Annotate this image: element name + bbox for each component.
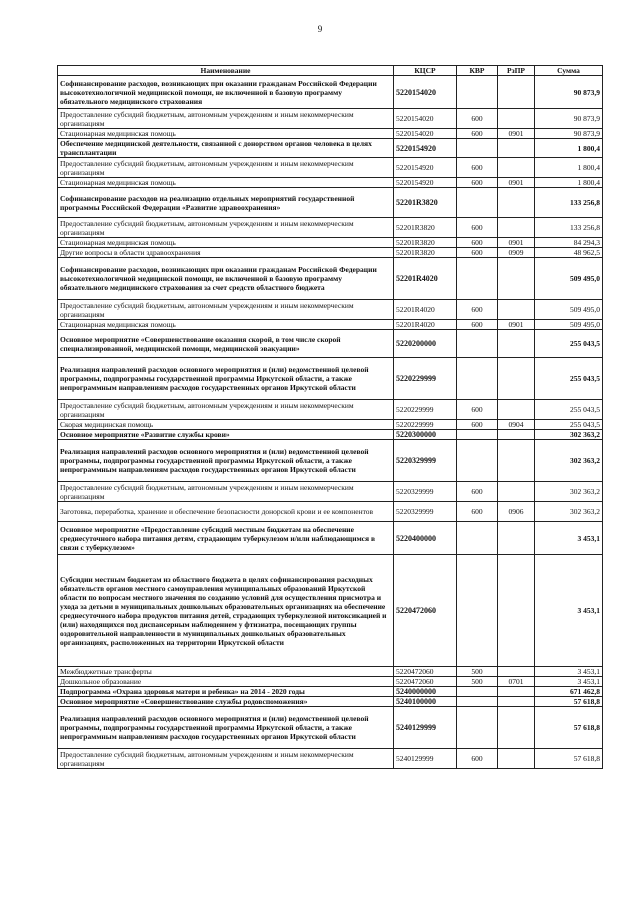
cell-name: Предоставление субсидий бюджетным, автономным учреждениям и иным некоммерческим организациям — [58, 109, 394, 129]
table-row — [58, 358, 603, 400]
table-body — [58, 76, 603, 769]
table-row — [58, 522, 603, 555]
cell-sum: 90 873,9 — [535, 76, 603, 109]
cell-name: Подпрограмма «Охрана здоровья матери и ребенка» на 2014 - 2020 годы — [58, 687, 394, 697]
cell-kcsr: 5220400000 — [394, 522, 457, 555]
cell-rzpr — [498, 430, 535, 440]
cell-sum: 3 453,1 — [535, 667, 603, 677]
cell-rzpr — [498, 330, 535, 358]
cell-kvr: 600 — [457, 248, 498, 258]
cell-kvr — [457, 139, 498, 158]
table-row — [58, 502, 603, 522]
cell-name: Межбюджетные трансферты — [58, 667, 394, 677]
cell-kvr — [457, 697, 498, 707]
cell-rzpr: 0904 — [498, 420, 535, 430]
cell-rzpr — [498, 440, 535, 482]
table-row — [58, 76, 603, 109]
cell-kvr: 600 — [457, 749, 498, 769]
cell-kvr: 600 — [457, 482, 498, 502]
cell-rzpr: 0901 — [498, 238, 535, 248]
cell-name: Основное мероприятие «Развитие службы крови» — [58, 430, 394, 440]
table-row — [58, 129, 603, 139]
cell-name: Предоставление субсидий бюджетным, автономным учреждениям и иным некоммерческим организациям — [58, 749, 394, 769]
cell-rzpr — [498, 139, 535, 158]
cell-kvr — [457, 522, 498, 555]
cell-rzpr — [498, 482, 535, 502]
cell-name: Предоставление субсидий бюджетным, автономным учреждениям и иным некоммерческим организациям — [58, 218, 394, 238]
cell-kvr: 600 — [457, 238, 498, 248]
header-kvr: КВР — [457, 66, 498, 76]
header-name: Наименование — [58, 66, 394, 76]
cell-sum: 509 495,0 — [535, 258, 603, 300]
cell-sum: 3 453,1 — [535, 522, 603, 555]
table-row — [58, 430, 603, 440]
cell-sum: 90 873,9 — [535, 109, 603, 129]
cell-kvr: 500 — [457, 677, 498, 687]
cell-sum: 48 962,5 — [535, 248, 603, 258]
cell-name: Дошкольное образование — [58, 677, 394, 687]
table-row — [58, 320, 603, 330]
cell-name: Субсидии местным бюджетам из областного бюджета в целях софинансирования расходных обязательств органов местного самоуправления муниципальных образований Иркутской области по вопросам местного значения по созданию условий для осуществления присмотра и ухода за детьми в муниципальных дошкольных образовательных организациях на обеспечение среднесуточного набора продуктов питания детей, страдающих туберкулезной интоксикацией и (или) находящихся под диспансерным наблюдением у фтизиатра, посещающих группы оздоровительной направленности в муниципальных дошкольных образовательных организациях, расположенных на территории Иркутской области — [58, 555, 394, 667]
table-row — [58, 238, 603, 248]
cell-rzpr — [498, 400, 535, 420]
cell-kcsr: 5220472060 — [394, 677, 457, 687]
cell-kcsr: 5220154920 — [394, 158, 457, 178]
cell-sum: 302 363,2 — [535, 502, 603, 522]
cell-kcsr: 5220300000 — [394, 430, 457, 440]
cell-rzpr — [498, 522, 535, 555]
cell-sum: 3 453,1 — [535, 555, 603, 667]
cell-name: Реализация направлений расходов основного мероприятия и (или) ведомственной целевой программы, подпрограммы государственной программы Иркутской области, а также непрограммным направлениям расходов государственных органов Иркутской области — [58, 707, 394, 749]
cell-rzpr — [498, 76, 535, 109]
cell-kcsr: 5220229999 — [394, 420, 457, 430]
cell-name: Обеспечение медицинской деятельности, связанной с донорством органов человека в целях трансплантации — [58, 139, 394, 158]
cell-kvr: 600 — [457, 178, 498, 188]
cell-rzpr — [498, 707, 535, 749]
cell-sum: 84 294,3 — [535, 238, 603, 248]
cell-kvr — [457, 258, 498, 300]
cell-name: Реализация направлений расходов основного мероприятия и (или) ведомственной целевой программы, подпрограммы государственной программы Иркутской области, а также непрограммным направлениям расходов государственных органов Иркутской области — [58, 440, 394, 482]
cell-sum: 509 495,0 — [535, 320, 603, 330]
cell-name: Стационарная медицинская помощь — [58, 238, 394, 248]
header-sum: Сумма — [535, 66, 603, 76]
cell-rzpr: 0901 — [498, 129, 535, 139]
cell-kvr — [457, 430, 498, 440]
cell-name: Стационарная медицинская помощь — [58, 320, 394, 330]
cell-rzpr: 0901 — [498, 178, 535, 188]
cell-sum: 3 453,1 — [535, 677, 603, 687]
cell-kcsr: 5220200000 — [394, 330, 457, 358]
cell-rzpr — [498, 300, 535, 320]
cell-kcsr: 52201R4020 — [394, 300, 457, 320]
cell-name: Предоставление субсидий бюджетным, автономным учреждениям и иным некоммерческим организациям — [58, 400, 394, 420]
cell-name: Предоставление субсидий бюджетным, автономным учреждениям и иным некоммерческим организациям — [58, 482, 394, 502]
cell-kcsr: 5220329999 — [394, 482, 457, 502]
table-row — [58, 248, 603, 258]
cell-kcsr: 5240100000 — [394, 697, 457, 707]
table-row — [58, 300, 603, 320]
header-row — [58, 66, 603, 76]
cell-name: Заготовка, переработка, хранение и обеспечение безопасности донорской крови и ее компонентов — [58, 502, 394, 522]
cell-kvr — [457, 440, 498, 482]
cell-rzpr — [498, 109, 535, 129]
cell-name: Реализация направлений расходов основного мероприятия и (или) ведомственной целевой программы, подпрограммы государственной программы Иркутской области, а также непрограммным направлениям расходов государственных органов Иркутской области — [58, 358, 394, 400]
cell-kvr — [457, 707, 498, 749]
cell-rzpr — [498, 188, 535, 218]
cell-sum: 57 618,8 — [535, 707, 603, 749]
cell-kcsr: 5220154920 — [394, 178, 457, 188]
cell-rzpr: 0901 — [498, 320, 535, 330]
cell-rzpr — [498, 667, 535, 677]
table-row — [58, 482, 603, 502]
cell-name: Основное мероприятие «Совершенствование службы родовспоможения» — [58, 697, 394, 707]
cell-sum: 1 800,4 — [535, 178, 603, 188]
cell-kcsr: 52201R3820 — [394, 218, 457, 238]
cell-kcsr: 52201R4020 — [394, 258, 457, 300]
cell-name: Стационарная медицинская помощь — [58, 178, 394, 188]
cell-sum: 302 363,2 — [535, 482, 603, 502]
cell-kvr — [457, 330, 498, 358]
header-kcsr: КЦСР — [394, 66, 457, 76]
cell-sum: 302 363,2 — [535, 430, 603, 440]
cell-kcsr: 52201R4020 — [394, 320, 457, 330]
cell-kcsr: 5220154020 — [394, 76, 457, 109]
cell-kcsr: 5220329999 — [394, 502, 457, 522]
table-row — [58, 697, 603, 707]
table-row — [58, 158, 603, 178]
table-row — [58, 188, 603, 218]
table-row — [58, 218, 603, 238]
cell-rzpr — [498, 158, 535, 178]
cell-kvr: 500 — [457, 667, 498, 677]
cell-sum: 1 800,4 — [535, 139, 603, 158]
cell-kvr: 600 — [457, 158, 498, 178]
budget-table — [57, 65, 603, 769]
cell-kcsr: 5220472060 — [394, 667, 457, 677]
cell-kcsr: 52201R3820 — [394, 238, 457, 248]
cell-name: Другие вопросы в области здравоохранения — [58, 248, 394, 258]
cell-rzpr — [498, 258, 535, 300]
table-row — [58, 687, 603, 697]
cell-kcsr: 5220329999 — [394, 440, 457, 482]
cell-kcsr: 5220154920 — [394, 139, 457, 158]
cell-name: Предоставление субсидий бюджетным, автономным учреждениям и иным некоммерческим организациям — [58, 158, 394, 178]
table-row — [58, 555, 603, 667]
cell-sum: 255 043,5 — [535, 358, 603, 400]
cell-sum: 509 495,0 — [535, 300, 603, 320]
cell-kvr: 600 — [457, 109, 498, 129]
cell-kcsr: 5240129999 — [394, 707, 457, 749]
cell-kvr: 600 — [457, 502, 498, 522]
cell-kvr — [457, 188, 498, 218]
table-row — [58, 109, 603, 129]
cell-sum: 57 618,8 — [535, 697, 603, 707]
cell-kvr: 600 — [457, 129, 498, 139]
cell-kcsr: 52201R3820 — [394, 188, 457, 218]
cell-sum: 255 043,5 — [535, 330, 603, 358]
table-row — [58, 400, 603, 420]
cell-rzpr — [498, 687, 535, 697]
table-row — [58, 677, 603, 687]
table-row — [58, 707, 603, 749]
cell-kvr: 600 — [457, 400, 498, 420]
table-row — [58, 420, 603, 430]
cell-kvr: 600 — [457, 218, 498, 238]
cell-sum: 671 462,8 — [535, 687, 603, 697]
cell-rzpr: 0909 — [498, 248, 535, 258]
cell-sum: 1 800,4 — [535, 158, 603, 178]
cell-name: Предоставление субсидий бюджетным, автономным учреждениям и иным некоммерческим организациям — [58, 300, 394, 320]
cell-kcsr: 5240000000 — [394, 687, 457, 697]
cell-kvr: 600 — [457, 420, 498, 430]
cell-rzpr: 0701 — [498, 677, 535, 687]
table-row — [58, 258, 603, 300]
cell-kcsr: 5220154020 — [394, 129, 457, 139]
cell-name: Основное мероприятие «Совершенствование оказания скорой, в том числе скорой специализированной, медицинской помощи, медицинской эвакуации» — [58, 330, 394, 358]
table-row — [58, 749, 603, 769]
cell-kcsr: 5220229999 — [394, 400, 457, 420]
cell-kvr — [457, 76, 498, 109]
page-number: 9 — [317, 24, 323, 34]
cell-kcsr: 5240129999 — [394, 749, 457, 769]
cell-name: Софинансирование расходов, возникающих при оказании гражданам Российской Федерации высокотехнологичной медицинской помощи, не включенной в базовую программу обязательного медицинского страхования — [58, 76, 394, 109]
table-row — [58, 178, 603, 188]
cell-sum: 57 618,8 — [535, 749, 603, 769]
cell-name: Основное мероприятие «Предоставление субсидий местным бюджетам на обеспечение среднесуточного набора питания детям, страдающим туберкулезом и/или наблюдающимся в связи с туберкулезом» — [58, 522, 394, 555]
cell-rzpr: 0906 — [498, 502, 535, 522]
cell-name: Стационарная медицинская помощь — [58, 129, 394, 139]
cell-sum: 133 256,8 — [535, 218, 603, 238]
cell-rzpr — [498, 555, 535, 667]
cell-kvr — [457, 555, 498, 667]
table-row — [58, 667, 603, 677]
cell-kcsr: 5220472060 — [394, 555, 457, 667]
cell-kcsr: 5220229999 — [394, 358, 457, 400]
cell-name: Скорая медицинская помощь — [58, 420, 394, 430]
cell-rzpr — [498, 358, 535, 400]
cell-sum: 133 256,8 — [535, 188, 603, 218]
cell-sum: 302 363,2 — [535, 440, 603, 482]
cell-sum: 90 873,9 — [535, 129, 603, 139]
cell-kvr: 600 — [457, 300, 498, 320]
cell-name: Софинансирование расходов на реализацию отдельных мероприятий государственной программы Российской Федерации «Развитие здравоохранения» — [58, 188, 394, 218]
cell-rzpr — [498, 218, 535, 238]
table-row — [58, 139, 603, 158]
header-rzpr: РзПР — [498, 66, 535, 76]
cell-sum: 255 043,5 — [535, 400, 603, 420]
cell-kcsr: 5220154020 — [394, 109, 457, 129]
table-row — [58, 330, 603, 358]
cell-rzpr — [498, 749, 535, 769]
table-row — [58, 440, 603, 482]
cell-name: Софинансирование расходов, возникающих при оказании гражданам Российской Федерации высокотехнологичной медицинской помощи, не включенной в базовую программу обязательного медицинского страхования за счет средств областного бюджета — [58, 258, 394, 300]
cell-kvr — [457, 358, 498, 400]
cell-rzpr — [498, 697, 535, 707]
cell-kcsr: 52201R3820 — [394, 248, 457, 258]
cell-sum: 255 043,5 — [535, 420, 603, 430]
cell-kvr — [457, 687, 498, 697]
cell-kvr: 600 — [457, 320, 498, 330]
